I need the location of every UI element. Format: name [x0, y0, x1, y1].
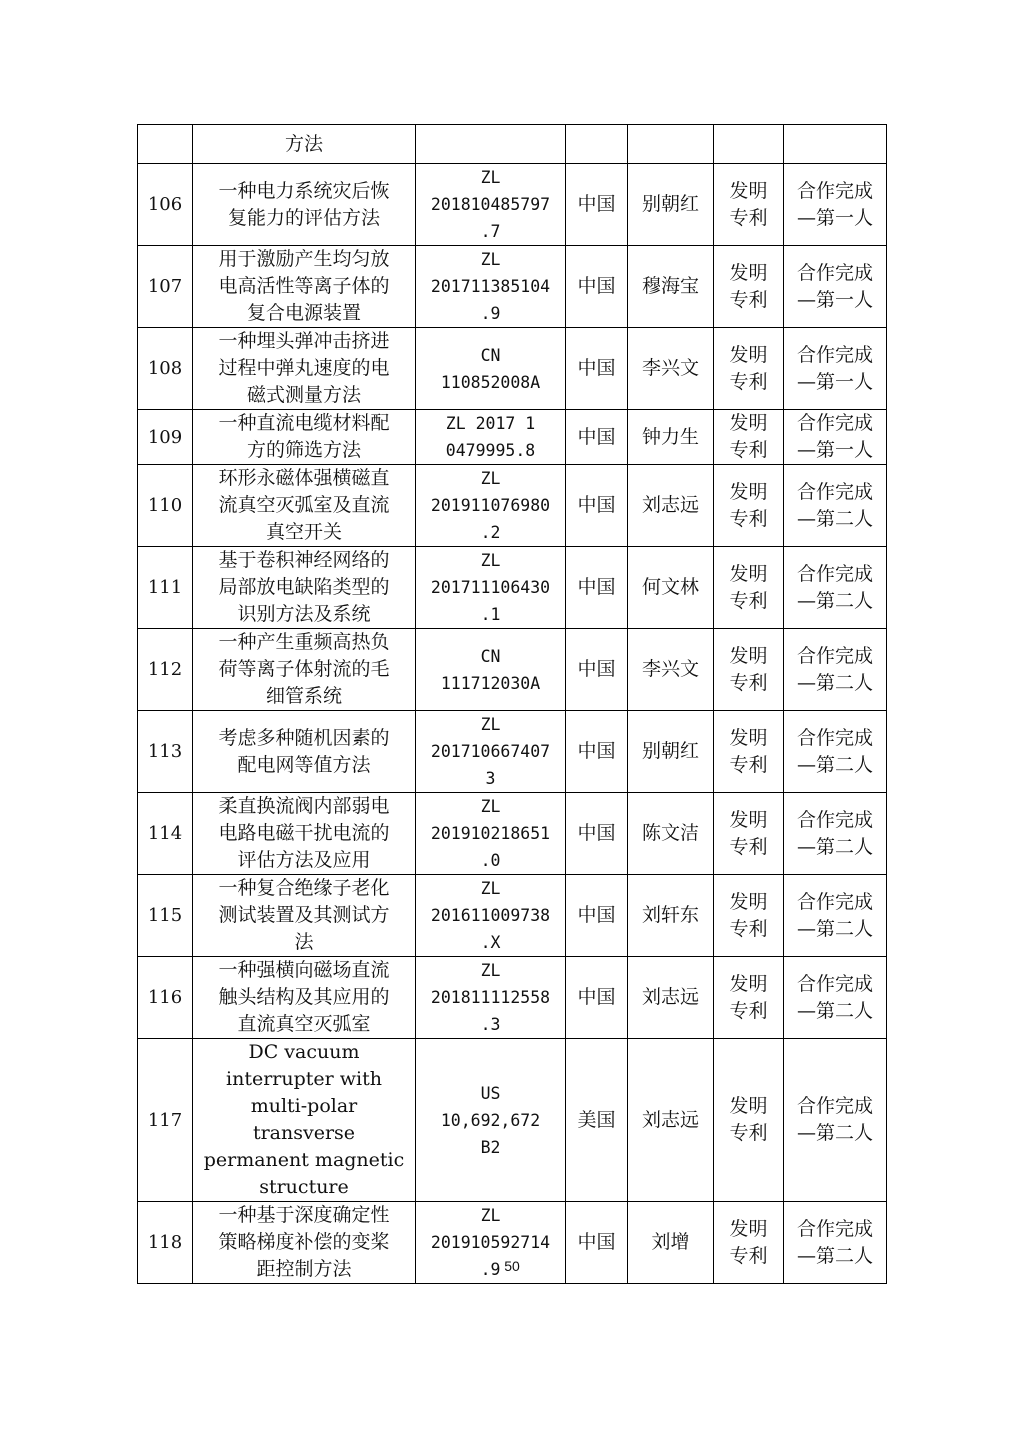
cell-inventor — [628, 125, 714, 164]
cell-name: 一种电力系统灾后恢 复能力的评估方法 — [193, 164, 416, 246]
cell-inventor: 别朝红 — [628, 711, 714, 793]
cell-no: 107 — [138, 246, 193, 328]
cell-inventor: 穆海宝 — [628, 246, 714, 328]
cell-inventor: 刘志远 — [628, 1039, 714, 1202]
cell-type: 发明 专利 — [714, 410, 784, 465]
cell-no: 112 — [138, 629, 193, 711]
cell-inventor: 陈文洁 — [628, 793, 714, 875]
table-row — [138, 1039, 887, 1202]
cell-role: 合作完成 —第一人 — [784, 164, 887, 246]
cell-name: 一种直流电缆材料配 方的筛选方法 — [193, 410, 416, 465]
cell-no: 110 — [138, 465, 193, 547]
cell-country: 中国 — [566, 793, 628, 875]
cell-country: 中国 — [566, 547, 628, 629]
cell-patent: ZL 201810485797 .7 — [416, 164, 566, 246]
cell-name: 一种复合绝缘子老化 测试装置及其测试方 法 — [193, 875, 416, 957]
cell-country: 中国 — [566, 711, 628, 793]
table-row — [138, 410, 887, 465]
cell-country: 中国 — [566, 957, 628, 1039]
cell-patent: US 10,692,672 B2 — [416, 1039, 566, 1202]
cell-name: 用于激励产生均匀放 电高活性等离子体的 复合电源装置 — [193, 246, 416, 328]
cell-type — [714, 125, 784, 164]
cell-type: 发明 专利 — [714, 793, 784, 875]
cell-type: 发明 专利 — [714, 875, 784, 957]
cell-patent: ZL 2017 1 0479995.8 — [416, 410, 566, 465]
cell-no: 109 — [138, 410, 193, 465]
table-row — [138, 957, 887, 1039]
cell-role: 合作完成 —第二人 — [784, 465, 887, 547]
cell-type: 发明 专利 — [714, 1202, 784, 1284]
cell-country: 中国 — [566, 410, 628, 465]
cell-country: 中国 — [566, 246, 628, 328]
cell-no: 113 — [138, 711, 193, 793]
cell-type: 发明 专利 — [714, 465, 784, 547]
cell-patent: ZL 201910592714 .9 — [416, 1202, 566, 1284]
table-row-continued — [138, 125, 887, 164]
cell-country: 中国 — [566, 875, 628, 957]
page-number: 50 — [504, 1258, 520, 1274]
cell-name: 一种基于深度确定性 策略梯度补偿的变桨 距控制方法 — [193, 1202, 416, 1284]
cell-name: DC vacuum interrupter with multi-polar transverse permanent magnetic structure — [193, 1039, 416, 1202]
cell-name: 一种强横向磁场直流 触头结构及其应用的 直流真空灭弧室 — [193, 957, 416, 1039]
cell-patent: CN 110852008A — [416, 328, 566, 410]
table-row — [138, 164, 887, 246]
cell-inventor: 何文林 — [628, 547, 714, 629]
patent-table — [137, 124, 887, 1284]
table-row — [138, 711, 887, 793]
cell-role: 合作完成 —第一人 — [784, 246, 887, 328]
cell-patent: ZL 201611009738 .X — [416, 875, 566, 957]
cell-type: 发明 专利 — [714, 328, 784, 410]
table-row — [138, 875, 887, 957]
cell-country: 中国 — [566, 328, 628, 410]
cell-patent: ZL 201711106430 .1 — [416, 547, 566, 629]
cell-name: 一种埋头弹冲击挤进 过程中弹丸速度的电 磁式测量方法 — [193, 328, 416, 410]
cell-no: 108 — [138, 328, 193, 410]
cell-role: 合作完成 —第二人 — [784, 875, 887, 957]
cell-inventor: 李兴文 — [628, 328, 714, 410]
cell-type: 发明 专利 — [714, 629, 784, 711]
cell-no: 111 — [138, 547, 193, 629]
cell-inventor: 钟力生 — [628, 410, 714, 465]
cell-no: 106 — [138, 164, 193, 246]
cell-inventor: 刘志远 — [628, 957, 714, 1039]
cell-role: 合作完成 —第一人 — [784, 328, 887, 410]
cell-country: 中国 — [566, 164, 628, 246]
cell-country: 美国 — [566, 1039, 628, 1202]
table-row — [138, 629, 887, 711]
cell-country — [566, 125, 628, 164]
cell-inventor: 刘轩东 — [628, 875, 714, 957]
cell-type: 发明 专利 — [714, 246, 784, 328]
cell-patent: ZL 201911076980 .2 — [416, 465, 566, 547]
table-row — [138, 328, 887, 410]
cell-name: 考虑多种随机因素的 配电网等值方法 — [193, 711, 416, 793]
cell-country: 中国 — [566, 465, 628, 547]
cell-type: 发明 专利 — [714, 1039, 784, 1202]
cell-inventor: 刘志远 — [628, 465, 714, 547]
cell-no: 116 — [138, 957, 193, 1039]
cell-patent: ZL 201710667407 3 — [416, 711, 566, 793]
table-row — [138, 465, 887, 547]
cell-role — [784, 125, 887, 164]
cell-role: 合作完成 —第二人 — [784, 711, 887, 793]
cell-inventor: 别朝红 — [628, 164, 714, 246]
cell-name: 基于卷积神经网络的 局部放电缺陷类型的 识别方法及系统 — [193, 547, 416, 629]
cell-type: 发明 专利 — [714, 164, 784, 246]
cell-patent — [416, 125, 566, 164]
cell-inventor: 刘增 — [628, 1202, 714, 1284]
cell-name: 环形永磁体强横磁直 流真空灭弧室及直流 真空开关 — [193, 465, 416, 547]
cell-no: 115 — [138, 875, 193, 957]
cell-name: 一种产生重频高热负 荷等离子体射流的毛 细管系统 — [193, 629, 416, 711]
cell-role: 合作完成 —第二人 — [784, 1202, 887, 1284]
cell-type: 发明 专利 — [714, 957, 784, 1039]
cell-name: 柔直换流阀内部弱电 电路电磁干扰电流的 评估方法及应用 — [193, 793, 416, 875]
cell-no: 117 — [138, 1039, 193, 1202]
cell-role: 合作完成 —第二人 — [784, 957, 887, 1039]
cell-role: 合作完成 —第二人 — [784, 547, 887, 629]
cell-inventor: 李兴文 — [628, 629, 714, 711]
cell-patent: ZL 201811112558 .3 — [416, 957, 566, 1039]
cell-country: 中国 — [566, 629, 628, 711]
cell-patent: ZL 201910218651 .0 — [416, 793, 566, 875]
cell-country: 中国 — [566, 1202, 628, 1284]
cell-role: 合作完成 —第一人 — [784, 410, 887, 465]
cell-no — [138, 125, 193, 164]
cell-patent: ZL 201711385104 .9 — [416, 246, 566, 328]
patent-table-body — [138, 125, 887, 1284]
cell-role: 合作完成 —第二人 — [784, 793, 887, 875]
cell-type: 发明 专利 — [714, 547, 784, 629]
table-row — [138, 246, 887, 328]
cell-role: 合作完成 —第二人 — [784, 629, 887, 711]
table-row — [138, 793, 887, 875]
cell-patent: CN 111712030A — [416, 629, 566, 711]
cell-role: 合作完成 —第二人 — [784, 1039, 887, 1202]
cell-type: 发明 专利 — [714, 711, 784, 793]
cell-no: 114 — [138, 793, 193, 875]
table-row — [138, 547, 887, 629]
cell-name: 方法 — [193, 125, 416, 164]
cell-no: 118 — [138, 1202, 193, 1284]
